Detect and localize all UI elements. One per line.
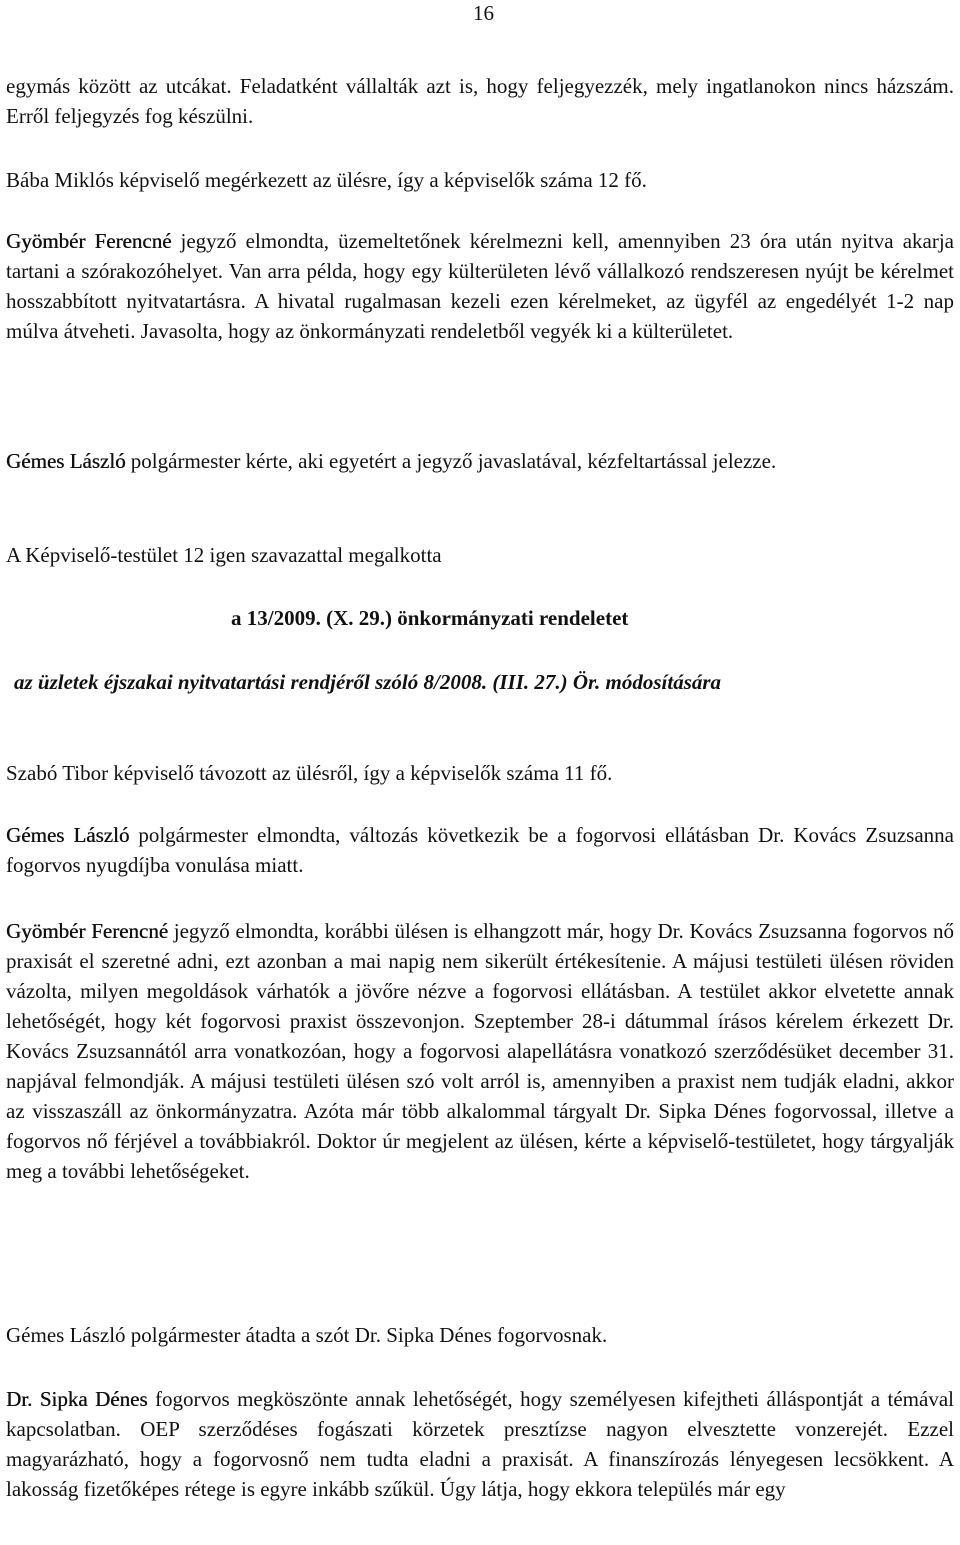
paragraph-text: fogorvos megköszönte annak lehetőségét, hogy személyesen kifejtheti álláspontját a témával kapcsolatban. OEP szerződéses fogászati körzetek presztízse nagyon elvesztette vonzerejét. Ezzel magyarázható, hogy a fogorvosnő nem tudta eladni a praxisát. A finanszírozás lényegesen lecsökkent. A lakosság fizetőképes rétege is egyre inkább szűkül. Úgy látja, hogy ekkora település már egy <box>6 1387 954 1501</box>
paragraph-text: polgármester elmondta, változás következik be a fogorvosi ellátásban Dr. Kovács Zsuzsanna fogorvos nyugdíjba vonulása miatt. <box>6 823 954 877</box>
speaker-name: Gémes László <box>6 449 126 473</box>
paragraph-text: polgármester kérte, aki egyetért a jegyző javaslatával, kézfeltartással jelezze. <box>125 449 777 473</box>
paragraph-notary-nightclub <box>6 226 954 346</box>
decree-subtitle: az üzletek éjszakai nyitvatartási rendjéről szóló 8/2008. (III. 27.) Ör. módosítására <box>14 670 722 694</box>
paragraph-dentist-speech <box>6 1384 954 1504</box>
speaker-name: Gyömbér Ferencné <box>6 919 169 943</box>
speaker-name: Gyömbér Ferencné <box>6 229 172 253</box>
paragraph-text: jegyző elmondta, korábbi ülésen is elhangzott már, hogy Dr. Kovács Zsuzsanna fogorvos nő praxisát el szeretné adni, ezt azonban a mai napig nem sikerült értékesítenie. A májusi testületi ülésen röviden vázolta, milyen megoldások várhatók a jövőre nézve a fogorvosi ellátásban. A testület akkor elvetette annak lehetőségét, hogy két fogorvosi praxist összevonjon. Szeptember 28-i dátummal írásos kérelem érkezett Dr. Kovács Zsuzsannától arra vonatkozóan, hogy a fogorvosi alapellátásra vonatkozó szerződésüket december 31. napjával felmondják. A májusi testületi ülésen szó volt arról is, amennyiben a praxist nem tudják eladni, akkor az visszaszáll az önkormányzatra. Azóta már több alkalommal tárgyalt Dr. Sipka Dénes fogorvossal, illetve a fogorvos nő férjével a továbbiakról. Doktor úr megjelent az ülésen, kérte a képviselő-testületet, hogy tárgyalják meg a további lehetőségeket. <box>6 919 954 1183</box>
paragraph-szabo-left: Szabó Tibor képviselő távozott az ülésről, így a képviselők száma 11 fő. <box>6 761 613 785</box>
paragraph-mayor-dental <box>6 820 954 880</box>
paragraph-floor-given: Gémes László polgármester átadta a szót Dr. Sipka Dénes fogorvosnak. <box>6 1323 608 1347</box>
paragraph-mayor-vote <box>6 446 954 476</box>
paragraph-notary-dental <box>6 916 954 1186</box>
paragraph-vote-result: A Képviselő-testület 12 igen szavazattal megalkotta <box>6 543 442 567</box>
paragraph-text: jegyző elmondta, üzemeltetőnek kérelmezni kell, amennyiben 23 óra után nyitva akarja tartani a szórakozóhelyet. Van arra példa, hogy egy külterületen lévő vállalkozó rendszeresen nyújt be kérelmet hosszabbított nyitvatartásra. A hivatal rugalmasan kezeli ezen kérelmeket, az ügyfél az engedélyét 1-2 nap múlva átveheti. Javasolta, hogy az önkormányzati rendeletből vegyék ki a külterületet. <box>6 229 954 343</box>
paragraph-streets: egymás között az utcákat. Feladatként vállalták azt is, hogy feljegyezzék, mely ingatlanokon nincs házszám. Erről feljegyzés fog készülni. <box>6 74 954 128</box>
speaker-name: Gémes László <box>6 823 130 847</box>
decree-title: a 13/2009. (X. 29.) önkormányzati rendeletet <box>231 606 629 630</box>
paragraph-baba-arrived: Bába Miklós képviselő megérkezett az ülésre, így a képviselők száma 12 fő. <box>6 168 647 192</box>
page-number: 16 <box>473 1 494 25</box>
speaker-name: Dr. Sipka Dénes <box>6 1387 148 1411</box>
